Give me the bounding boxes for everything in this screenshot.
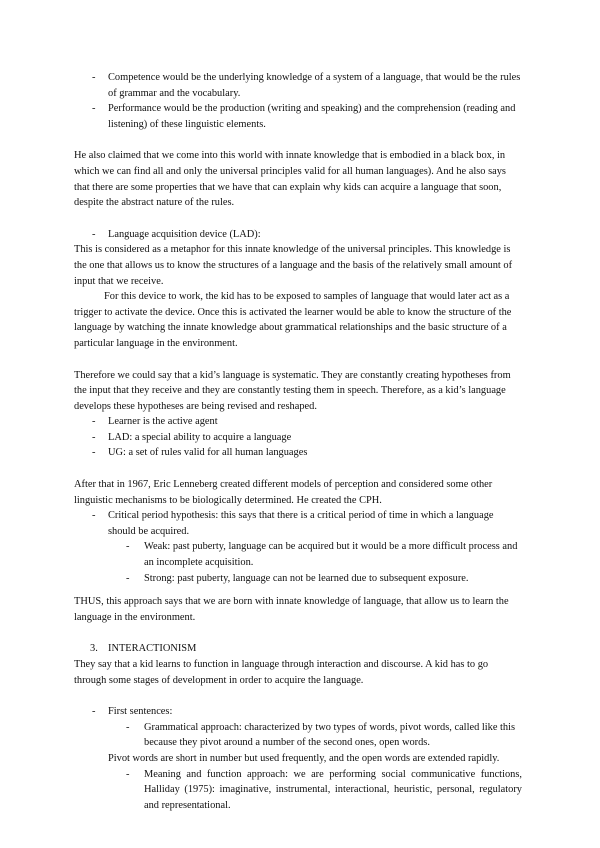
bullet-text: Grammatical approach: characterized by two types of words, pivot words, called like this because they pivot around a number of the second ones, open words. xyxy=(144,721,516,749)
bullet-lad-ability xyxy=(74,430,522,446)
bullet-text: Critical period hypothesis: this says that there is a critical period of time in which a language should be acquired. xyxy=(108,510,494,537)
bullet-learner-agent xyxy=(74,414,522,430)
section-title: INTERACTIONISM xyxy=(108,643,197,655)
bullet-dash: - xyxy=(92,431,96,443)
bullet-dash: - xyxy=(126,541,130,553)
bullet-ug-rules xyxy=(74,445,522,461)
section-number: 3. xyxy=(90,643,98,655)
bullet-text: Meaning and function approach: we are performing social communicative functions, Halliday (1975): imaginative, instrumental, interactional, heuristic, personal, regulatory and representational. xyxy=(144,768,522,811)
spacer xyxy=(74,688,522,704)
paragraph-lad-metaphor: This is considered as a metaphor for this innate knowledge of the universal principles. This knowledge is the one that allows us to know the structures of a language and the basis of the relatively small amount of input that we receive. xyxy=(74,244,513,287)
bullet-dash: - xyxy=(92,72,96,83)
paragraph-innate: He also claimed that we come into this world with innate knowledge that is embodied in a black box, in which we can find all and only the universal principles valid for all human languages). And he also says that there are some properties that we have that can explain why kids can acquire a language that soon, despite the abstract nature of the rules. xyxy=(74,150,506,209)
bullet-dash: - xyxy=(92,416,96,428)
spacer xyxy=(74,461,522,477)
bullet-text: First sentences: xyxy=(108,706,173,718)
bullet-text: Strong: past puberty, language can not be learned due to subsequent exposure. xyxy=(144,572,469,584)
sub-bullet-grammatical xyxy=(74,720,522,751)
bullet-first-sentences xyxy=(74,704,522,720)
bullet-dash: - xyxy=(92,228,96,240)
bullet-performance xyxy=(74,101,522,132)
bullet-text: Competence would be the underlying knowledge of a system of a language, that would be the rules of grammar and the vocabulary. xyxy=(108,72,521,99)
paragraph-lenneberg: After that in 1967, Eric Lenneberg created different models of perception and considered some other linguistic mechanisms to be biologically determined. He created the CPH. xyxy=(74,479,493,506)
bullet-lad xyxy=(74,227,522,243)
bullet-text: Language acquisition device (LAD): xyxy=(108,228,261,240)
paragraph-interaction: They say that a kid learns to function in language through interaction and discourse. A kid has to go through some stages of development in order to acquire the language. xyxy=(74,659,489,686)
bullet-dash: - xyxy=(126,768,130,780)
bullet-dash: - xyxy=(126,572,130,584)
bullet-dash: - xyxy=(126,721,130,733)
paragraph-pivot-words: Pivot words are short in number but used frequently, and the open words are extended rapidly. xyxy=(108,752,500,764)
bullet-dash: - xyxy=(92,103,96,115)
paragraph-systematic: Therefore we could say that a kid’s language is systematic. They are constantly creating hypotheses from the input that they receive and they are constantly testing them in speech. Therefore, as a kid’s language develops these hypotheses are being revised and reshaped. xyxy=(74,369,511,412)
sub-bullet-weak xyxy=(74,539,522,570)
bullet-text: Weak: past puberty, language can be acquired but it would be a more difficult process and an incomplete acquisition. xyxy=(144,541,518,569)
bullet-text: UG: a set of rules valid for all human languages xyxy=(108,447,308,459)
bullet-dash: - xyxy=(92,706,96,718)
spacer xyxy=(74,586,522,594)
bullet-competence xyxy=(74,70,522,101)
bullet-cph xyxy=(74,508,522,539)
bullet-text: LAD: a special ability to acquire a language xyxy=(108,431,292,443)
bullet-text: Learner is the active agent xyxy=(108,416,218,428)
spacer xyxy=(74,211,522,227)
section-heading-interactionism xyxy=(74,641,522,657)
sub-bullet-strong xyxy=(74,571,522,587)
paragraph-lad-device: For this device to work, the kid has to be exposed to samples of language that would later act as a trigger to activate the device. Once this is activated the learner would be able to know the structure of the language by watching the innate knowledge about grammatical relationships and the basic structure of a particular language in the environment. xyxy=(74,291,512,349)
sub-bullet-meaning-function xyxy=(74,767,522,814)
paragraph-thus: THUS, this approach says that we are born with innate knowledge of language, that allow us to learn the language in the environment. xyxy=(74,596,509,623)
bullet-text: Performance would be the production (writing and speaking) and the comprehension (reading and listening) of these linguistic elements. xyxy=(108,103,516,130)
spacer xyxy=(74,132,522,148)
spacer xyxy=(74,625,522,641)
bullet-dash: - xyxy=(92,510,96,522)
spacer xyxy=(74,352,522,368)
bullet-dash: - xyxy=(92,447,96,459)
